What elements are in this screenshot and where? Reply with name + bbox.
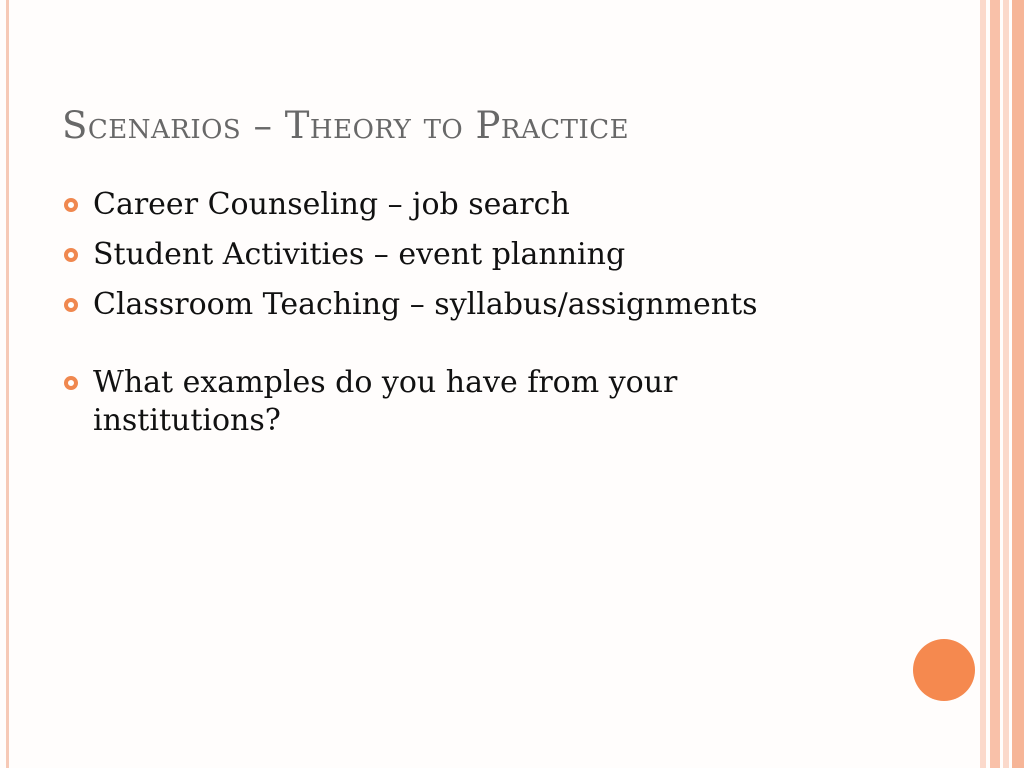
bullet-text: Student Activities – event planning: [93, 237, 626, 272]
bullet-item: [62, 236, 842, 274]
bullet-item: [62, 186, 842, 224]
accent-circle: [913, 639, 975, 701]
bullet-text: What examples do you have from your institutions?: [93, 365, 678, 438]
bullet-circle-icon: [64, 248, 78, 262]
right-decor-bar: [1012, 0, 1024, 768]
bullet-text: Career Counseling – job search: [93, 187, 570, 222]
right-decor-bar: [980, 0, 986, 768]
bullet-item: [62, 364, 842, 440]
slide-title: Scenarios – Theory to Practice: [62, 104, 630, 147]
bullet-circle-icon: [64, 376, 78, 390]
left-border-stripe: [6, 0, 9, 768]
bullet-list: [62, 186, 842, 452]
bullet-item: [62, 286, 842, 324]
right-decor-bar: [1003, 0, 1009, 768]
bullet-circle-icon: [64, 198, 78, 212]
bullet-text: Classroom Teaching – syllabus/assignments: [93, 287, 758, 322]
right-decor-bar: [990, 0, 1000, 768]
bullet-circle-icon: [64, 298, 78, 312]
